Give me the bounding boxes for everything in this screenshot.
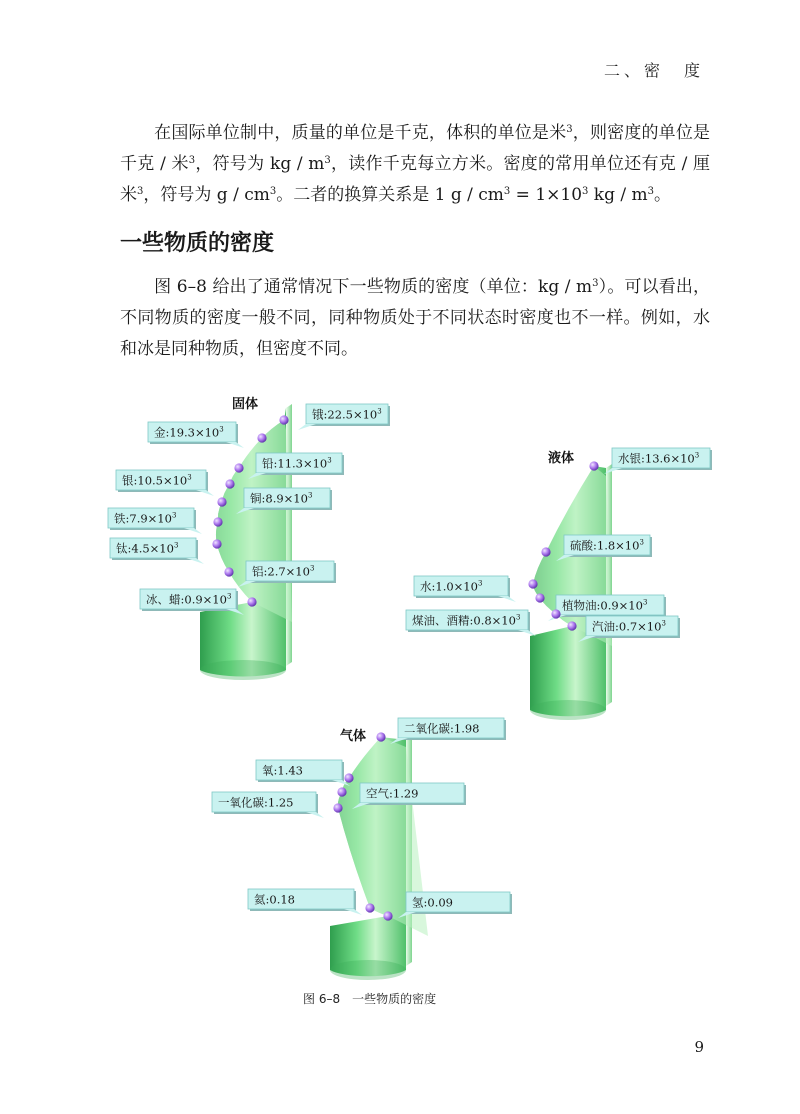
density-exponent: 3: [639, 538, 644, 547]
density-value: 1.8×10: [596, 538, 640, 553]
density-exponent: 3: [694, 451, 700, 460]
paragraph-intro: 图 6–8 给出了通常情况下一些物质的密度（单位：kg / $m^3$）。可以看出，不同物质的密度一般不同，同种物质处于不同状态时密度也不一样。例如，水和冰是同种物质，但密度不同。: [120, 277, 710, 359]
density-dot: [213, 517, 222, 526]
density-exponent: 3: [642, 598, 648, 607]
density-exponent: 3: [226, 592, 232, 601]
density-dot: [376, 732, 385, 741]
density-dot: [212, 539, 221, 548]
substance-name: 煤油、酒精:: [412, 613, 474, 628]
density-dot: [383, 911, 392, 920]
density-value: 1.25: [267, 795, 294, 810]
label-text: [154, 426, 224, 440]
density-exponent: 3: [327, 456, 332, 465]
density-exponent: 3: [515, 613, 521, 622]
substance-name: 二氧化碳:: [404, 721, 454, 736]
label-text: [262, 764, 303, 778]
label-text: [114, 512, 176, 526]
label-text: [146, 593, 231, 607]
substance-name: 铅:: [262, 456, 278, 471]
density-value: 1.98: [453, 721, 480, 736]
density-value: 11.3×10: [277, 456, 328, 471]
group-title: 固体: [232, 397, 259, 412]
label-pointer: [196, 490, 214, 496]
density-dot: [541, 547, 550, 556]
density-dot: [217, 497, 226, 506]
density-exponent: 3: [307, 491, 313, 500]
label-text: [570, 539, 644, 553]
label-text: [122, 474, 192, 488]
density-dot: [225, 479, 234, 488]
group-title: 气体: [340, 729, 367, 744]
density-dot: [257, 433, 266, 442]
density-exponent: 3: [661, 619, 666, 628]
density-exponent: 3: [171, 511, 177, 520]
density-value: 0.09: [427, 895, 453, 910]
density-label: [108, 508, 202, 534]
label-text: [412, 896, 453, 910]
substance-name: 锇:: [312, 407, 328, 422]
substance-name: 水:: [420, 579, 436, 594]
density-value: 1.29: [392, 786, 419, 801]
density-exponent: 3: [309, 564, 315, 573]
density-dot: [551, 609, 560, 618]
density-label: [148, 422, 244, 448]
density-label: [256, 760, 350, 786]
label-text: [254, 893, 295, 907]
density-value: 0.8×10: [473, 613, 516, 628]
density-value: 0.18: [269, 892, 295, 907]
substance-name: 冰、蜡:: [146, 592, 185, 607]
density-exponent: 3: [219, 425, 224, 434]
density-label: [110, 538, 204, 564]
substance-name: 金:: [154, 425, 170, 440]
cylinder-base: [530, 700, 606, 720]
substance-name: 铝:: [252, 564, 268, 579]
substance-name: 汽油:: [592, 619, 619, 634]
density-exponent: 3: [377, 407, 382, 416]
density-figure: [0, 380, 800, 1020]
substance-name: 氦:: [254, 892, 270, 907]
density-figure-svg: [0, 380, 800, 1020]
running-header: 二、密 度: [603, 61, 704, 80]
cylinder-base: [330, 960, 406, 980]
density-value: 2.7×10: [267, 564, 310, 579]
label-text: [116, 542, 178, 556]
substance-name: 铁:: [114, 511, 130, 526]
density-exponent: 3: [187, 473, 192, 482]
density-value: 22.5×10: [327, 407, 378, 422]
solid-density-group: [108, 396, 390, 680]
label-text: [312, 408, 382, 422]
density-dot: [337, 787, 346, 796]
density-label: [406, 610, 536, 636]
density-exponent: 3: [173, 541, 179, 550]
label-text: [366, 787, 418, 801]
substance-name: 银:: [122, 473, 138, 488]
density-value: 7.9×10: [129, 511, 172, 526]
density-dot: [344, 773, 353, 782]
label-text: [252, 565, 314, 579]
substance-name: 硫酸:: [570, 538, 597, 553]
density-value: 0.7×10: [618, 619, 662, 634]
density-dot: [279, 415, 288, 424]
paragraph-units: 在国际单位制中，质量的单位是千克，体积的单位是米$^3$，则密度的单位是千克 / 米$^3$，符号为 kg / $m^3$，读作千克每立方米。密度的常用单位还有克 / 厘米$^3$，符号为 g / $cm^3$。二者的换算关系是 1 $g / cm^3 = 1\times 10^3$ kg / $m^3$。: [120, 123, 711, 205]
density-label: [212, 792, 324, 818]
density-value: 8.9×10: [265, 491, 308, 506]
figure-caption: 图 6–8 一些物质的密度: [303, 992, 437, 1006]
label-text: [404, 722, 479, 736]
label-text: [250, 492, 312, 506]
group-title: 液体: [548, 451, 575, 466]
label-text: [562, 599, 647, 613]
density-dot: [535, 593, 544, 602]
section-title: 一些物质的密度: [120, 231, 275, 256]
density-dot: [589, 461, 598, 470]
density-value: 19.3×10: [169, 425, 220, 440]
density-value: 10.5×10: [137, 473, 188, 488]
label-text: [420, 580, 482, 594]
density-dot: [224, 567, 233, 576]
substance-name: 氧:: [262, 763, 278, 778]
density-label: [116, 470, 214, 496]
density-label: [248, 889, 362, 915]
substance-name: 空气:: [366, 786, 393, 801]
density-dot: [567, 621, 576, 630]
substance-name: 铜:: [250, 491, 266, 506]
page-number: 9: [694, 1038, 704, 1056]
label-text: [618, 452, 699, 466]
density-label: [298, 404, 390, 430]
substance-name: 钛:: [116, 541, 132, 556]
label-text: [412, 614, 520, 628]
density-value: 1.43: [277, 763, 303, 778]
density-value: 13.6×10: [644, 451, 695, 466]
label-pointer: [298, 424, 316, 430]
density-value: 1.0×10: [435, 579, 478, 594]
density-value: 0.9×10: [600, 598, 643, 613]
density-dot: [365, 903, 374, 912]
density-value: 4.5×10: [131, 541, 174, 556]
density-dot: [528, 579, 537, 588]
substance-name: 氢:: [412, 895, 428, 910]
density-label: [604, 448, 712, 474]
density-label: [414, 576, 516, 602]
density-exponent: 3: [477, 579, 483, 588]
label-pointer: [226, 442, 244, 448]
density-dot: [333, 803, 342, 812]
cylinder-base: [200, 660, 286, 680]
substance-name: 水银:: [618, 451, 645, 466]
density-dot: [247, 597, 256, 606]
label-text: [218, 796, 293, 810]
label-text: [592, 620, 666, 634]
gas-density-group: [212, 718, 512, 980]
substance-name: 植物油:: [562, 598, 601, 613]
substance-name: 一氧化碳:: [218, 795, 268, 810]
label-text: [262, 457, 332, 471]
density-value: 0.9×10: [184, 592, 227, 607]
liquid-density-group: [406, 448, 712, 720]
density-dot: [234, 463, 243, 472]
